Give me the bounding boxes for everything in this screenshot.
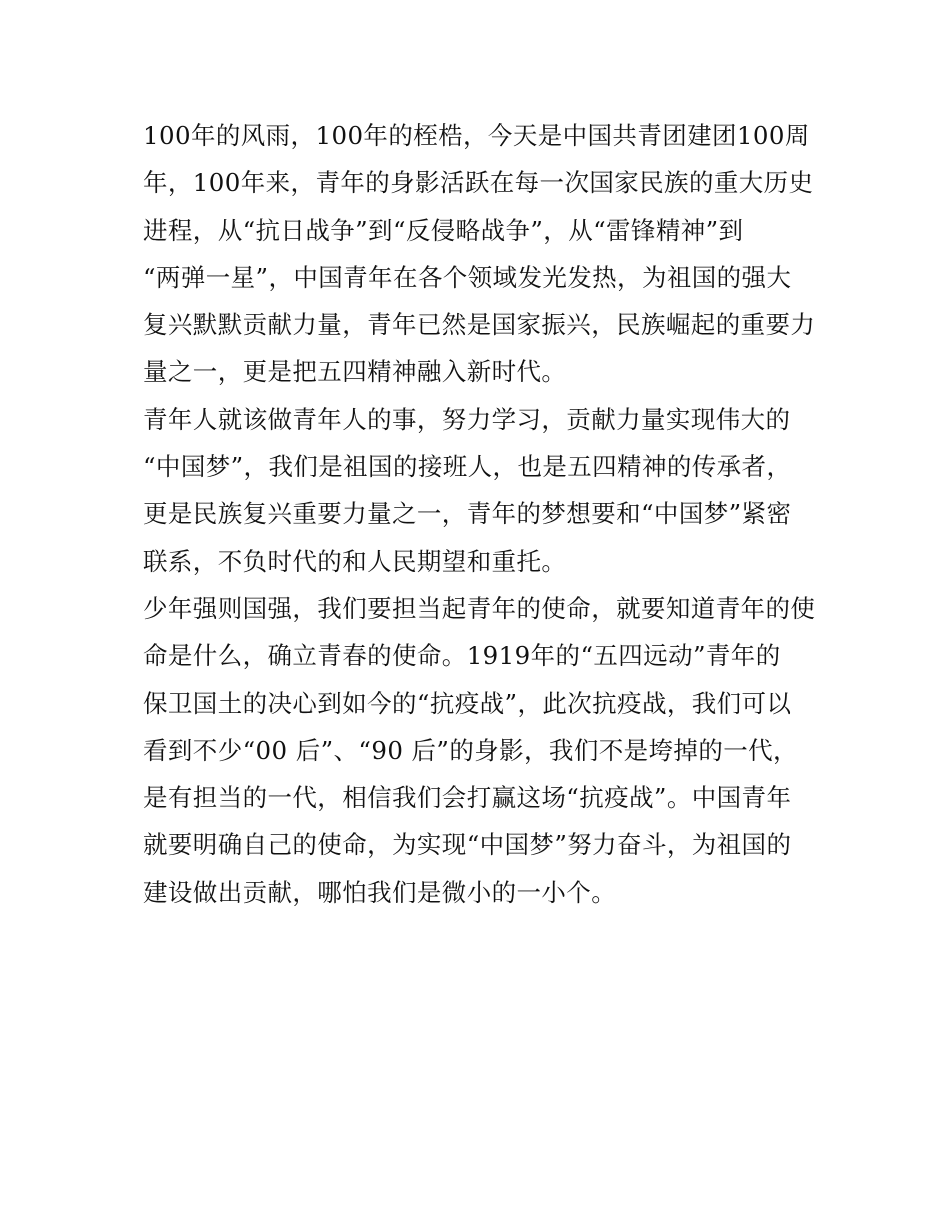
paragraph-3 bbox=[143, 585, 833, 916]
text-line: 进程，从“抗日战争”到“反侵略战争”，从“雷锋精神”到 bbox=[143, 215, 744, 245]
text-line: 是有担当的一代，相信我们会打赢这场“抗疫战”。中国青年 bbox=[143, 783, 792, 813]
document-body bbox=[143, 112, 833, 916]
text-line: 就要明确自己的使命，为实现“中国梦”努力奋斗，为祖国的 bbox=[143, 830, 792, 860]
text-line: 100年的风雨，100年的桎梏，今天是中国共青团建团100周 bbox=[143, 121, 810, 150]
text-line: 更是民族复兴重要力量之一，青年的梦想要和“中国梦”紧密 bbox=[143, 499, 792, 529]
text-line: 看到不少“00 后”、“90 后”的身影，我们不是垮掉的一代， bbox=[143, 735, 798, 765]
text-line: 年，100年来，青年的身影活跃在每一次国家民族的重大历史 bbox=[143, 168, 814, 198]
text-line: 复兴默默贡献力量，青年已然是国家振兴，民族崛起的重要力 bbox=[143, 310, 816, 340]
text-line: 联系，不负时代的和人民期望和重托。 bbox=[143, 546, 567, 576]
paragraph-1 bbox=[143, 112, 833, 396]
text-line: “两弹一星”，中国青年在各个领域发光发热，为祖国的强大 bbox=[143, 262, 792, 292]
text-line: 保卫国土的决心到如今的“抗疫战”，此次抗疫战，我们可以 bbox=[143, 688, 792, 718]
text-line: 建设做出贡献，哪怕我们是微小的一小个。 bbox=[143, 877, 617, 907]
text-line: 命是什么，确立青春的使命。1919年的“五四远动”青年的 bbox=[143, 641, 781, 671]
text-line: 青年人就该做青年人的事，努力学习，贡献力量实现伟大的 bbox=[143, 404, 791, 434]
text-line: 量之一，更是把五四精神融入新时代。 bbox=[143, 357, 567, 387]
text-line: “中国梦”，我们是祖国的接班人，也是五四精神的传承者， bbox=[143, 452, 792, 482]
paragraph-2 bbox=[143, 396, 833, 585]
text-line: 少年强则国强，我们要担当起青年的使命，就要知道青年的使 bbox=[143, 593, 816, 623]
